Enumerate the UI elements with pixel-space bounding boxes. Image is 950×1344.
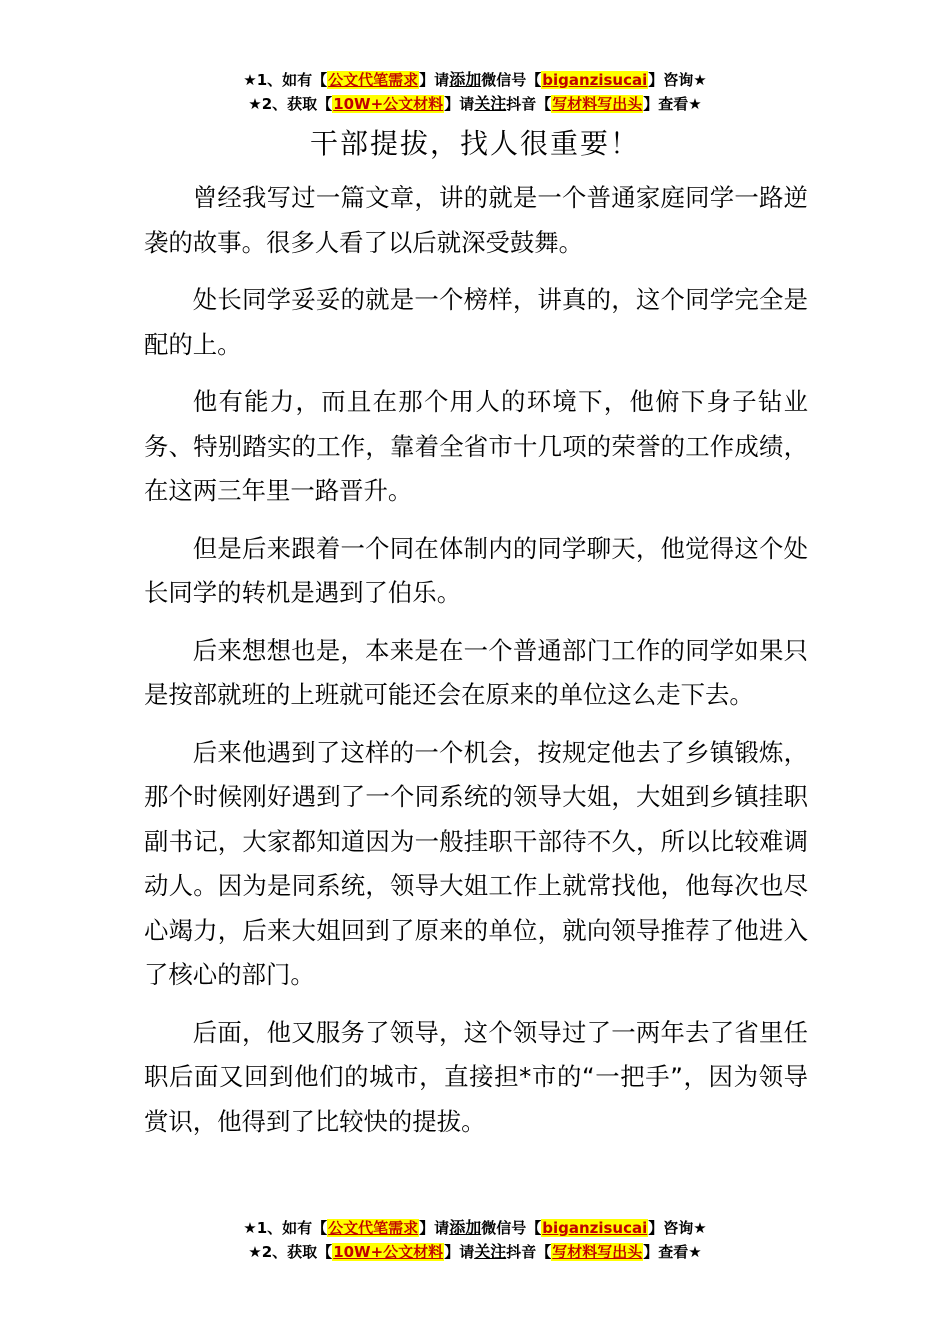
paragraph: 但是后来跟着一个同在体制内的同学聊天，他觉得这个处长同学的转机是遇到了伯乐。 xyxy=(144,533,808,607)
banner-text: ★1、如有【 xyxy=(243,1219,328,1237)
banner-text: 微信号【 xyxy=(481,71,542,89)
paragraph: 后来他遇到了这样的一个机会，按规定他去了乡镇锻炼，那个时候刚好遇到了一个同系统的领导大姐，大姐到乡镇挂职副书记，大家都知道因为一般挂职干部待不久，所以比较难调动人。因为是同系统，领导大姐工作上就常找他，他每次也尽心竭力，后来大姐回到了原来的单位，就向领导推荐了他进入了核心的部门。 xyxy=(144,737,808,989)
banner-text: ★2、获取【 xyxy=(248,1243,333,1261)
banner-highlight: 写材料写出头 xyxy=(552,1243,643,1261)
banner-emphasis: 关注 xyxy=(474,1242,507,1261)
paragraph: 处长同学妥妥的就是一个榜样，讲真的，这个同学完全是配的上。 xyxy=(144,285,808,359)
banner-text: 】请 xyxy=(444,95,475,113)
header-banner xyxy=(0,68,950,116)
banner-emphasis: 添加 xyxy=(449,70,482,89)
banner-line-2 xyxy=(0,1240,950,1264)
banner-highlight: 写材料写出头 xyxy=(552,95,643,113)
banner-line-1 xyxy=(0,68,950,92)
banner-text: 】咨询★ xyxy=(648,71,707,89)
banner-text: 】请 xyxy=(444,1243,475,1261)
banner-text: 】查看★ xyxy=(643,95,702,113)
paragraph: 曾经我写过一篇文章，讲的就是一个普通家庭同学一路逆袭的故事。很多人看了以后就深受鼓舞。 xyxy=(144,183,808,257)
banner-text: ★1、如有【 xyxy=(243,71,328,89)
banner-highlight: biganzisucai xyxy=(542,71,648,89)
banner-text: 】查看★ xyxy=(643,1243,702,1261)
document-title: 干部提拔，找人很重要！ xyxy=(309,127,640,160)
banner-text: 】请 xyxy=(419,1219,450,1237)
paragraph: 后来想想也是，本来是在一个普通部门工作的同学如果只是按部就班的上班就可能还会在原来的单位这么走下去。 xyxy=(144,635,808,709)
banner-highlight: 公文代笔需求 xyxy=(328,71,419,89)
banner-emphasis: 关注 xyxy=(474,94,507,113)
banner-text: 】请 xyxy=(419,71,450,89)
paragraph: 后面，他又服务了领导，这个领导过了一两年去了省里任职后面又回到他们的城市，直接担*市的“一把手”，因为领导赏识，他得到了比较快的提拔。 xyxy=(144,1017,808,1136)
banner-text: 抖音【 xyxy=(506,95,552,113)
banner-line-1 xyxy=(0,1216,950,1240)
banner-highlight: 10W+公文材料 xyxy=(333,95,444,113)
document-body xyxy=(144,176,808,1157)
banner-text: 】咨询★ xyxy=(648,1219,707,1237)
banner-highlight: 公文代笔需求 xyxy=(328,1219,419,1237)
banner-highlight: 10W+公文材料 xyxy=(333,1243,444,1261)
banner-text: 抖音【 xyxy=(506,1243,552,1261)
paragraph: 他有能力，而且在那个用人的环境下，他俯下身子钻业务、特别踏实的工作，靠着全省市十几项的荣誉的工作成绩，在这两三年里一路晋升。 xyxy=(144,387,808,505)
banner-text: ★2、获取【 xyxy=(248,95,333,113)
banner-highlight: biganzisucai xyxy=(542,1219,648,1237)
banner-line-2 xyxy=(0,92,950,116)
footer-banner xyxy=(0,1216,950,1264)
banner-text: 微信号【 xyxy=(481,1219,542,1237)
banner-emphasis: 添加 xyxy=(449,1218,482,1237)
